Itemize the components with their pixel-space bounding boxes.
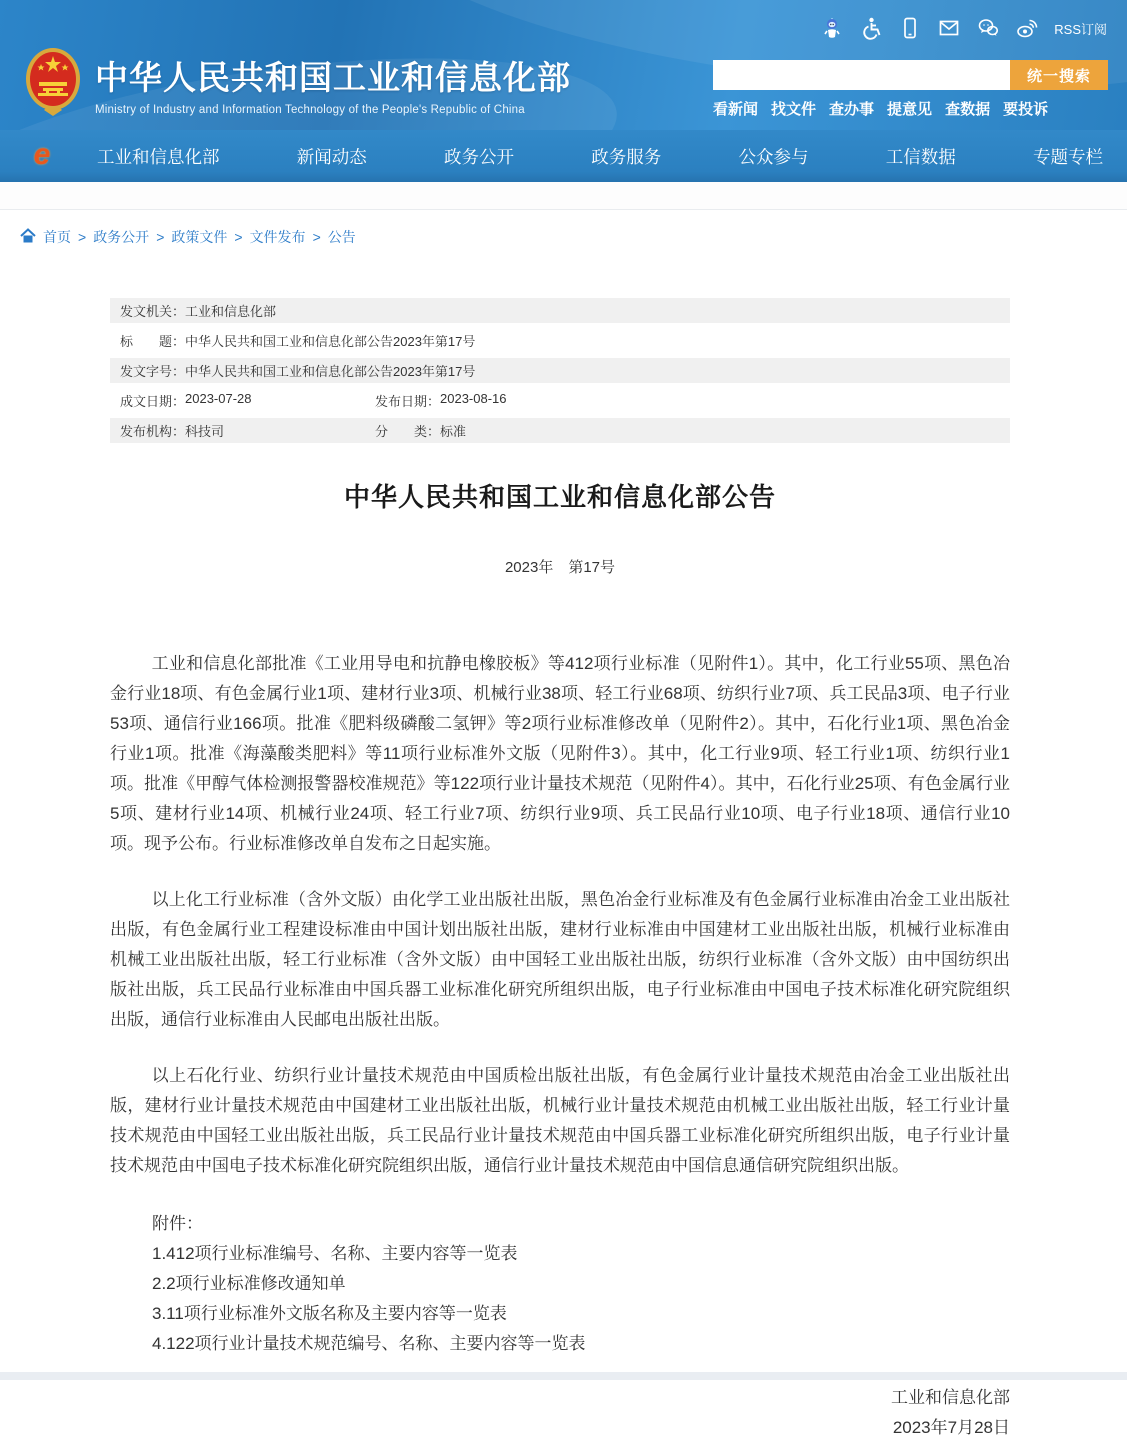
attachment-link-1[interactable]: 1.412项行业标准编号、名称、主要内容等一览表 bbox=[152, 1244, 518, 1263]
meta-label: 标 题： bbox=[120, 334, 186, 349]
meta-value: 科技司 bbox=[185, 424, 225, 439]
site-title-block[interactable] bbox=[95, 52, 571, 116]
nav-item-miit-data[interactable]: 工信数据 bbox=[885, 146, 956, 167]
mobile-icon[interactable] bbox=[898, 16, 922, 40]
article-paragraph: 以上石化行业、纺织行业计量技术规范由中国质检出版社出版，有色金属行业计量技术规范由冶金工业出版社出版，建材行业计量技术规范由中国建材工业出版社出版，机械行业计量技术规范由机械工业出版社出版，轻工行业计量技术规范由中国轻工业出版社出版，兵工民品行业计量技术规范由中国兵器工业标准化研究所组织出版，电子行业计量技术规范由中国电子技术标准化研究院组织出版，通信行业计量技术规范由中国信息通信研究院组织出版。 bbox=[110, 1066, 1010, 1175]
page-bottom-strip bbox=[0, 1372, 1127, 1380]
accessibility-icon[interactable] bbox=[859, 16, 883, 40]
home-icon[interactable] bbox=[20, 228, 36, 244]
quick-link-data[interactable]: 查数据 bbox=[945, 101, 991, 118]
site-name-chinese: 中华人民共和国工业和信息化部 bbox=[95, 59, 571, 96]
meta-value: 2023-08-16 bbox=[440, 391, 507, 406]
meta-label: 发布机构： bbox=[120, 424, 186, 439]
article-paragraph: 以上化工行业标准（含外文版）由化学工业出版社出版，黑色冶金行业标准及有色金属行业标准由冶金工业出版社出版，有色金属行业工程建设标准由中国计划出版社出版，建材行业标准由中国建材工业出版社出版，机械行业标准由机械工业出版社出版，轻工行业标准（含外文版）由中国轻工业出版社出版，纺织行业标准（含外文版）由中国纺织出版社出版，兵工民品行业标准由中国兵器工业标准化研究所组织出版，电子行业标准由中国电子技术标准化研究院组织出版，通信行业标准由人民邮电出版社出版。 bbox=[110, 890, 1010, 1029]
breadcrumb-gov-disclosure[interactable]: 政务公开 bbox=[93, 229, 150, 245]
article-title: 中华人民共和国工业和信息化部公告 bbox=[343, 482, 776, 512]
signature-block bbox=[110, 1383, 1010, 1443]
nav-item-public-participation[interactable]: 公众参与 bbox=[738, 146, 809, 167]
attachments-heading: 附件： bbox=[152, 1214, 203, 1233]
weibo-icon[interactable] bbox=[1015, 16, 1039, 40]
utility-icon-bar bbox=[820, 16, 1107, 40]
wechat-icon[interactable] bbox=[976, 16, 1000, 40]
nav-item-news[interactable]: 新闻动态 bbox=[296, 146, 367, 167]
breadcrumb-announcement[interactable]: 公告 bbox=[327, 229, 356, 245]
document-meta-table bbox=[110, 298, 1010, 443]
attachment-link-2[interactable]: 2.2项行业标准修改通知单 bbox=[152, 1274, 346, 1293]
announcement-article bbox=[110, 477, 1010, 1443]
article-issue-number: 2023年 第17号 bbox=[504, 559, 616, 576]
breadcrumb-file-release[interactable]: 文件发布 bbox=[249, 229, 306, 245]
robot-assistant-icon[interactable] bbox=[820, 16, 844, 40]
sign-date: 2023年7月28日 bbox=[892, 1418, 1010, 1437]
breadcrumb-separator: > bbox=[156, 229, 165, 245]
signer-name: 工业和信息化部 bbox=[891, 1388, 1010, 1407]
nav-item-special-topics[interactable]: 专题专栏 bbox=[1033, 146, 1103, 167]
meta-row-title bbox=[110, 328, 1010, 353]
meta-row-dates bbox=[110, 388, 1010, 413]
nav-logo-icon[interactable]: e bbox=[33, 138, 51, 171]
breadcrumb-policy-files[interactable]: 政策文件 bbox=[171, 229, 228, 245]
breadcrumb-separator: > bbox=[312, 229, 321, 245]
meta-label: 发文机关： bbox=[120, 304, 186, 319]
quick-link-files[interactable]: 找文件 bbox=[771, 101, 817, 118]
meta-label: 发文字号： bbox=[120, 364, 186, 379]
site-header bbox=[0, 0, 1127, 130]
breadcrumb-home[interactable]: 首页 bbox=[43, 229, 71, 245]
nav-item-miit[interactable]: 工业和信息化部 bbox=[97, 146, 220, 167]
national-emblem-icon bbox=[24, 46, 82, 123]
meta-value: 工业和信息化部 bbox=[185, 304, 277, 319]
quick-links bbox=[713, 98, 1048, 119]
main-navigation bbox=[0, 130, 1127, 182]
meta-value: 中华人民共和国工业和信息化部公告2023年第17号 bbox=[185, 334, 476, 349]
attachments-section bbox=[152, 1209, 1010, 1359]
nav-item-gov-services[interactable]: 政务服务 bbox=[591, 146, 662, 167]
meta-value: 标准 bbox=[440, 424, 467, 439]
article-paragraph: 工业和信息化部批准《工业用导电和抗静电橡胶板》等412项行业标准（见附件1）。其中，化工行业55项、黑色冶金行业18项、有色金属行业1项、建材行业3项、机械行业38项、轻工行业68项、纺织行业7项、兵工民品3项、电子行业53项、通信行业166项。批准《肥料级磷酸二氢钾》等2项行业标准修改单（见附件2）。其中，石化行业1项、黑色冶金行业1项。批准《海藻酸类肥料》等11项行业标准外文版（见附件3）。其中，化工行业9项、轻工行业1项、纺织行业1项。批准《甲醇气体检测报警器校准规范》等122项行业计量技术规范（见附件4）。其中，石化行业25项、有色金属行业5项、建材行业14项、机械行业24项、轻工行业7项、纺织行业9项、兵工民品行业10项、电子行业18项、通信行业10项。现予公布。行业标准修改单自发布之日起实施。 bbox=[110, 654, 1010, 853]
quick-link-news[interactable]: 看新闻 bbox=[713, 101, 759, 118]
mail-icon[interactable] bbox=[937, 16, 961, 40]
attachment-link-4[interactable]: 4.122项行业计量技术规范编号、名称、主要内容等一览表 bbox=[152, 1334, 586, 1353]
meta-label: 发布日期： bbox=[375, 394, 441, 409]
meta-value: 中华人民共和国工业和信息化部公告2023年第17号 bbox=[185, 364, 476, 379]
meta-row-publisher-category bbox=[110, 418, 1010, 443]
nav-divider bbox=[0, 182, 1127, 210]
nav-item-gov-disclosure[interactable]: 政务公开 bbox=[444, 146, 514, 167]
breadcrumb bbox=[0, 210, 1127, 250]
meta-label: 成文日期： bbox=[120, 394, 186, 409]
meta-label: 分 类： bbox=[375, 424, 441, 439]
site-name-english: Ministry of Industry and Information Technology of the People's Republic of China bbox=[95, 104, 525, 116]
quick-link-suggestions[interactable]: 提意见 bbox=[887, 101, 933, 118]
quick-link-complaints[interactable]: 要投诉 bbox=[1003, 101, 1049, 118]
meta-value: 2023-07-28 bbox=[185, 391, 252, 406]
meta-row-issuing-authority bbox=[110, 298, 1010, 323]
meta-row-document-number bbox=[110, 358, 1010, 383]
breadcrumb-separator: > bbox=[234, 229, 243, 245]
quick-link-services[interactable]: 查办事 bbox=[829, 101, 875, 118]
rss-subscribe-link[interactable]: RSS订阅 bbox=[1054, 21, 1107, 37]
article-body bbox=[110, 649, 1010, 1181]
search-input[interactable] bbox=[713, 60, 1010, 90]
attachment-link-3[interactable]: 3.11项行业标准外文版名称及主要内容等一览表 bbox=[152, 1304, 507, 1323]
breadcrumb-separator: > bbox=[78, 229, 87, 245]
search-bar bbox=[713, 60, 1108, 90]
unified-search-button[interactable]: 统一搜索 bbox=[1010, 60, 1108, 90]
